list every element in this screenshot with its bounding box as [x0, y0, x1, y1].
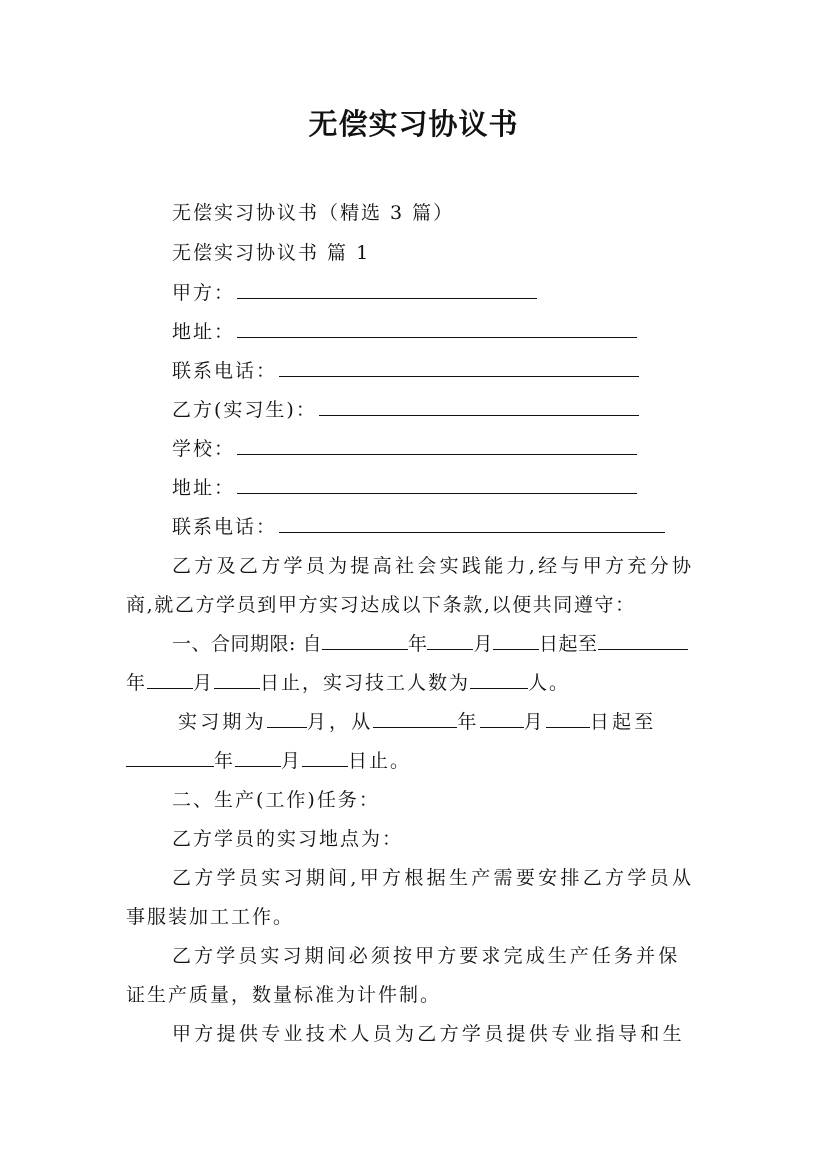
- term-month-2: 月: [193, 672, 215, 694]
- period-month-2: 月: [281, 750, 303, 772]
- period-year-2: 年: [214, 750, 236, 772]
- address2-label: 地址：: [172, 477, 236, 499]
- school-label: 学校：: [172, 438, 236, 460]
- intro-line-1: 乙方及乙方学员为提高社会实践能力,经与甲方充分协: [172, 555, 695, 577]
- subtitle: 无偿实习协议书（精选 3 篇）: [172, 202, 455, 224]
- address2-blank: [237, 475, 637, 494]
- party-a-field: [172, 278, 537, 305]
- school-blank: [237, 436, 637, 455]
- para1-line-2: 事服装加工工作。: [126, 906, 295, 928]
- period-end-year-blank: [126, 748, 214, 767]
- period-day-blank: [546, 709, 590, 728]
- period-line-1: [178, 707, 656, 734]
- term-person: 人。: [528, 672, 571, 694]
- period-month-blank: [480, 709, 524, 728]
- para1-line-1: 乙方学员实习期间,甲方根据生产需要安排乙方学员从: [172, 867, 695, 889]
- phone1-blank: [279, 358, 639, 377]
- term-count-blank: [470, 670, 528, 689]
- party-b-label: 乙方(实习生)：: [172, 399, 317, 421]
- period-months-blank: [267, 709, 307, 728]
- party-a-blank: [237, 280, 537, 299]
- term-year: 年: [407, 633, 428, 655]
- term-day-blank: [493, 631, 539, 650]
- term-year-blank: [322, 631, 408, 650]
- period-year: 年: [457, 711, 480, 733]
- period-day-to: 日止。: [348, 750, 412, 772]
- document-title: 无偿实习协议书: [308, 107, 519, 141]
- phone2-label: 联系电话：: [172, 516, 278, 538]
- para3-line-1: 甲方提供专业技术人员为乙方学员提供专业指导和生: [172, 1023, 685, 1045]
- school-field: [172, 434, 637, 461]
- address2-field: [172, 473, 637, 500]
- term-end-year-blank: [598, 631, 688, 650]
- term-day-from: 日起至: [538, 633, 598, 655]
- period-end-month-blank: [235, 748, 281, 767]
- phone1-label: 联系电话：: [172, 360, 278, 382]
- address1-field: [172, 317, 637, 344]
- period-line-2: [126, 746, 411, 773]
- period-end-day-blank: [302, 748, 348, 767]
- term-month: 月: [473, 633, 493, 655]
- term-year-2: 年: [126, 672, 148, 694]
- part-heading: 无偿实习协议书 篇 1: [172, 242, 371, 264]
- party-b-blank: [319, 397, 639, 416]
- phone2-blank: [279, 514, 665, 533]
- party-a-label: 甲方：: [172, 282, 236, 304]
- address1-label: 地址：: [172, 321, 236, 343]
- term-end-month-blank: [147, 670, 193, 689]
- term-end-day-blank: [214, 670, 260, 689]
- intro-line-2: 商,就乙方学员到甲方实习达成以下条款,以便共同遵守：: [126, 594, 636, 616]
- term-line-2: [126, 668, 570, 695]
- address1-blank: [237, 319, 637, 338]
- period-month-from: 月，从: [306, 711, 374, 733]
- phone2-field: [172, 512, 665, 539]
- period-day-from: 日起至: [589, 711, 657, 733]
- para2-line-2: 证生产质量，数量标准为计件制。: [126, 984, 442, 1006]
- phone1-field: [172, 356, 639, 383]
- term-line-1: [172, 629, 688, 656]
- term-month-blank: [427, 631, 473, 650]
- period-label: 实习期为: [178, 711, 267, 733]
- para2-line-1: 乙方学员实习期间必须按甲方要求完成生产任务并保: [172, 945, 681, 967]
- term-label: 一、合同期限: 自: [172, 633, 322, 655]
- location-line: 乙方学员的实习地点为：: [172, 828, 404, 850]
- term-day-to: 日止，实习技工人数为: [260, 672, 471, 694]
- period-year-blank: [373, 709, 457, 728]
- party-b-field: [172, 395, 639, 422]
- period-month: 月: [523, 711, 546, 733]
- section2-heading: 二、生产(工作)任务：: [172, 789, 380, 811]
